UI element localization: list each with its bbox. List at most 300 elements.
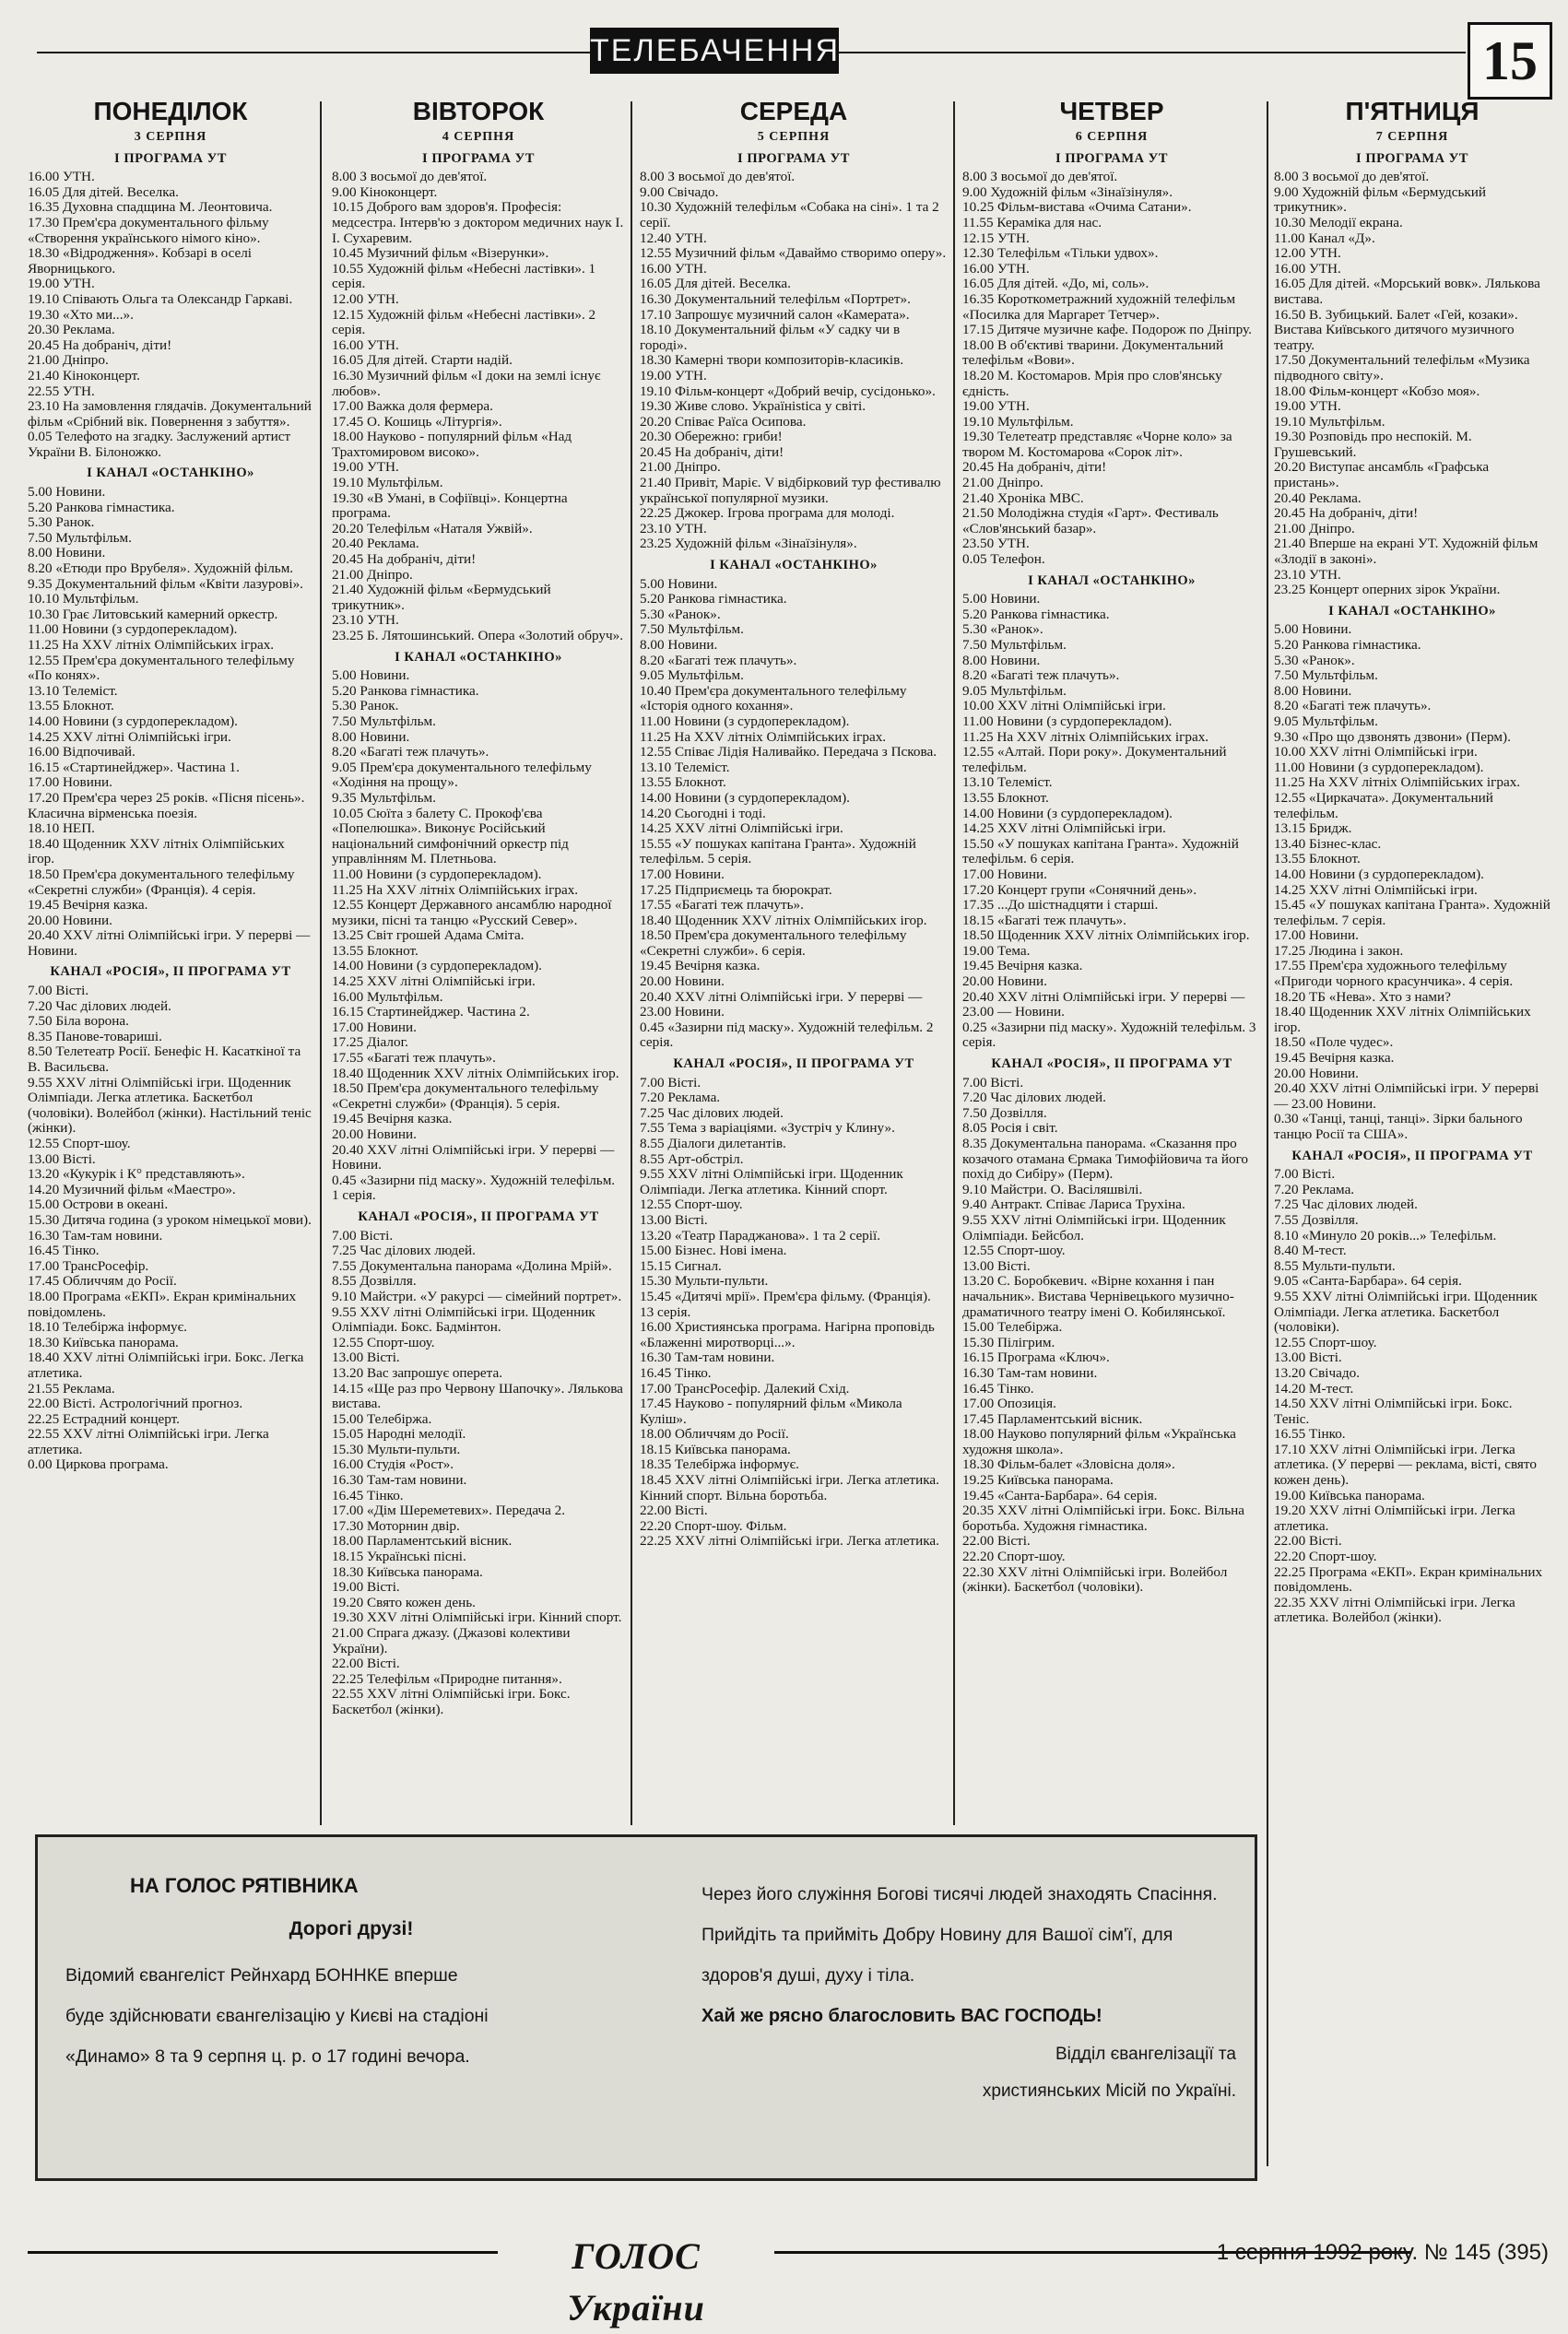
- schedule-item: 7.00 Вісті.: [1274, 1166, 1336, 1183]
- schedule-item: 10.15 Доброго вам здоров'я. Професія: медсестра. Інтерв'ю з доктором медичних наук І. І. Сухаревим.: [332, 199, 624, 246]
- schedule-item: 17.50 Документальний телефільм «Музика підводного світу».: [1274, 352, 1530, 383]
- schedule-item: 16.35 Короткометражний художній телефільм «Посилка для Маргарет Тетчер».: [962, 290, 1236, 323]
- schedule-item: 0.00 Циркова програма.: [28, 1456, 169, 1473]
- schedule-item: 18.15 Київська панорама.: [640, 1441, 791, 1457]
- schedule-item: 18.10 НЕП.: [28, 820, 95, 837]
- schedule-item: 14.25 XXV літні Олімпійські ігри.: [640, 820, 843, 837]
- schedule-item: 5.30 «Ранок».: [640, 606, 721, 622]
- schedule-item: 18.30 Київська панорама.: [28, 1334, 179, 1350]
- schedule-item: 7.00 Вісті.: [332, 1227, 394, 1244]
- schedule-item: 14.00 Новини (з сурдоперекладом).: [640, 789, 850, 806]
- schedule-item: 22.25 Естрадний концерт.: [28, 1410, 180, 1427]
- schedule-item: 20.40 XXV літні Олімпійські ігри. У перерві — 23.00 — Новини.: [962, 988, 1245, 1020]
- schedule-item: 16.30 Документальний телефільм «Портрет».: [640, 290, 911, 307]
- schedule-item: 19.30 «Хто ми...».: [28, 306, 134, 323]
- schedule-item: 21.40 Кіноконцерт.: [28, 367, 140, 383]
- schedule-item: 20.00 Новини.: [962, 973, 1047, 990]
- schedule-item: 14.25 XXV літні Олімпійські ігри.: [962, 820, 1166, 837]
- schedule-item: 9.55 XXV літні Олімпійські ігри. Щоденник Олімпіади. Бокс. Бадмінтон.: [332, 1303, 595, 1336]
- schedule-item: 19.30 «В Умані, в Софіївці». Концертна програма.: [332, 489, 568, 522]
- schedule-item: 15.00 Бізнес. Нові імена.: [640, 1243, 787, 1259]
- schedule-item: 22.55 УТН.: [28, 383, 95, 399]
- schedule-item: 18.30 Камерні твори композиторів-класиків.: [640, 352, 904, 369]
- schedule-item: 17.00 ТрансРосефір.: [28, 1257, 149, 1274]
- schedule-item: 20.00 Новини.: [28, 912, 112, 928]
- schedule-item: 23.25 Концерт оперних зірок України.: [1274, 582, 1501, 598]
- channel-heading: І ПРОГРАМА УТ: [1356, 150, 1468, 166]
- schedule-item: 12.00 УТН.: [332, 290, 399, 307]
- schedule-item: 18.35 Телебіржа інформує.: [640, 1456, 799, 1473]
- schedule-item: 18.45 XXV літні Олімпійські ігри. Легка атлетика. Кінний спорт. Вільна боротьба.: [640, 1472, 939, 1503]
- schedule-item: 18.10 Телебіржа інформує.: [28, 1319, 187, 1336]
- schedule-item: 11.00 Новини (з сурдоперекладом).: [962, 713, 1173, 729]
- schedule-item: 8.00 З восьмої до дев'ятої.: [962, 169, 1118, 185]
- schedule-item: 12.55 Спорт-шоу.: [962, 1243, 1066, 1259]
- schedule-item: 12.55 Спорт-шоу.: [332, 1334, 435, 1350]
- schedule-item: 5.30 «Ранок».: [962, 621, 1043, 638]
- channel-heading: КАНАЛ «РОСІЯ», ІІ ПРОГРАМА УТ: [50, 964, 291, 980]
- schedule-item: 14.25 XXV літні Олімпійські ігри.: [28, 728, 231, 745]
- schedule-item: 16.00 Мультфільм.: [332, 988, 443, 1005]
- schedule-item: 0.45 «Зазирни під маску». Художній телефільм. 1 серія.: [332, 1172, 616, 1204]
- schedule-item: 17.00 «Дім Шереметевих». Передача 2.: [332, 1503, 566, 1519]
- schedule-item: 10.25 Фільм-вистава «Очима Сатани».: [962, 199, 1192, 216]
- schedule-item: 5.30 Ранок.: [28, 514, 95, 531]
- schedule-item: 14.15 «Ще раз про Червону Шапочку». Лялькова вистава.: [332, 1380, 623, 1412]
- schedule-item: 22.55 XXV літні Олімпійські ігри. Бокс. Баскетбол (жінки).: [332, 1686, 571, 1717]
- schedule-item: 15.45 «У пошуках капітана Гранта». Художній телефільм. 7 серія.: [1274, 897, 1550, 928]
- schedule-item: 22.25 Телефільм «Природне питання».: [332, 1670, 562, 1687]
- schedule-item: 10.05 Сюїта з балету С. Прокоф'єва «Попелюшка». Виконує Російський національний симфонічний оркестр під управлінням М. Плетньова.: [332, 805, 569, 867]
- schedule-item: 9.55 XXV літні Олімпійські ігри. Щоденник Олімпіади. Легка атлетика. Баскетбол (чоловіки). Волейбол (жінки). Настільний теніс (жінки).: [28, 1074, 312, 1137]
- schedule-item: 15.15 Сигнал.: [640, 1257, 722, 1274]
- schedule-item: 16.05 Для дітей. Веселка.: [28, 183, 179, 200]
- schedule-item: 17.45 Обличчям до Росії.: [28, 1273, 177, 1290]
- schedule-item: 17.00 Новини.: [332, 1019, 417, 1035]
- schedule-item: 9.35 Документальний фільм «Квіти лазурові».: [28, 575, 303, 592]
- channel-heading: КАНАЛ «РОСІЯ», ІІ ПРОГРАМА УТ: [673, 1056, 914, 1072]
- schedule-item: 19.00 УТН.: [1274, 398, 1341, 415]
- schedule-item: 13.55 Блокнот.: [640, 774, 726, 791]
- schedule-item: 17.10 XXV літні Олімпійські ігри. Легка атлетика. (У перерві — реклама, вісті, свято кожен день).: [1274, 1441, 1537, 1489]
- schedule-item: 7.20 Реклама.: [1274, 1181, 1355, 1197]
- schedule-item: 18.40 Щоденник XXV літніх Олімпійських ігор.: [1274, 1004, 1531, 1035]
- schedule-item: 9.10 Майстри. О. Васіляшвілі.: [962, 1181, 1143, 1197]
- schedule-item: 21.40 Хроніка МВС.: [962, 489, 1084, 506]
- schedule-item: 19.45 Вечірня казка.: [640, 958, 760, 974]
- schedule-item: 9.00 Художній фільм «Зінаїзінуля».: [962, 183, 1173, 200]
- schedule-item: 13.20 С. Боробкевич. «Вірне кохання і пан начальник». Вистава Чернівецького музично-драматичного театру імені О. Кобилянської.: [962, 1273, 1234, 1320]
- schedule-item: 9.05 «Санта-Барбара». 64 серія.: [1274, 1273, 1462, 1290]
- schedule-item: 18.00 Програма «ЕКП». Екран кримінальних повідомлень.: [28, 1288, 297, 1320]
- schedule-item: 21.55 Реклама.: [28, 1380, 115, 1397]
- schedule-item: 22.00 Вісті.: [1274, 1533, 1342, 1550]
- schedule-item: 7.50 Мультфільм.: [332, 713, 436, 729]
- schedule-item: 21.50 Молодіжна студія «Гарт». Фестиваль «Слов'янський базар».: [962, 505, 1219, 536]
- ad-line: буде здійснювати євангелізацію у Києві на стадіоні: [65, 2006, 489, 2026]
- schedule-item: 19.45 Вечірня казка.: [1274, 1050, 1395, 1067]
- schedule-item: 11.00 Канал «Д».: [1274, 230, 1375, 246]
- schedule-item: 7.00 Вісті.: [640, 1074, 701, 1090]
- schedule-item: 16.30 Там-там новини.: [28, 1227, 163, 1244]
- schedule-item: 20.40 XXV літні Олімпійські ігри. У перерві — 23.00 Новини.: [640, 988, 923, 1020]
- schedule-item: 15.30 Мульти-пульти.: [640, 1273, 769, 1290]
- schedule-item: 9.00 Свічадо.: [640, 183, 719, 200]
- schedule-item: 8.00 Новини.: [962, 652, 1041, 668]
- schedule-item: 14.20 М-тест.: [1274, 1380, 1354, 1397]
- schedule-item: 16.55 Тінко.: [1274, 1426, 1346, 1443]
- schedule-item: 8.35 Документальна панорама. «Сказання про козачого отамана Єрмака Тимофійовича та його похід до Сибіру» (Перм).: [962, 1136, 1249, 1183]
- schedule-item: 18.40 Щоденник XXV літніх Олімпійських ігор.: [28, 835, 285, 867]
- ad-line: Відомий євангеліст Рейнхард БОННКЕ вперше: [65, 1965, 458, 1986]
- schedule-item: 20.40 XXV літні Олімпійські ігри. У перерві — Новини.: [332, 1141, 615, 1173]
- schedule-item: 22.25 Джокер. Ігрова програма для молоді.: [640, 505, 895, 522]
- schedule-item: 8.00 З восьмої до дев'ятої.: [332, 169, 488, 185]
- schedule-item: 9.10 Майстри. «У ракурсі — сімейний портрет».: [332, 1288, 622, 1304]
- schedule-item: 13.20 «Театр Параджанова». 1 та 2 серії.: [640, 1227, 881, 1244]
- schedule-item: 12.15 УТН.: [962, 230, 1030, 246]
- schedule-item: 17.00 Новини.: [962, 866, 1047, 882]
- schedule-item: 17.30 Прем'єра документального фільму «Створення українського німого кіно».: [28, 214, 269, 246]
- schedule-item: 19.00 УТН.: [28, 276, 95, 292]
- schedule-item: 7.50 Мультфільм.: [28, 529, 132, 546]
- schedule-item: 7.00 Вісті.: [28, 983, 89, 999]
- schedule-item: 8.55 Арт-обстріл.: [640, 1150, 744, 1167]
- schedule-item: 18.50 Прем'єра документального телефільму «Секретні служби» (Франція). 5 серія.: [332, 1080, 599, 1112]
- schedule-item: 8.20 «Етюди про Врубеля». Художній фільм.: [28, 560, 294, 577]
- schedule-item: 12.55 Співає Лідія Наливайко. Передача з Пскова.: [640, 744, 937, 760]
- schedule-item: 17.20 Прем'єра через 25 років. «Пісня пісень». Класична вірменська поезія.: [28, 789, 305, 821]
- day-heading: СЕРЕДА: [739, 97, 848, 125]
- schedule-item: 0.30 «Танці, танці, танці». Зірки бального танцю Росії та США».: [1274, 1111, 1523, 1142]
- schedule-item: 19.10 Фільм-концерт «Добрий вечір, сусідонько».: [640, 383, 936, 399]
- schedule-item: 14.20 Сьогодні і тоді.: [640, 805, 766, 821]
- schedule-item: 12.55 Спорт-шоу.: [1274, 1334, 1377, 1350]
- newspaper-logo: ГОЛОС України: [498, 2231, 774, 2282]
- schedule-item: 12.55 Концерт Державного ансамблю народної музики, пісні та танцю «Русский Север».: [332, 897, 612, 928]
- schedule-item: 18.30 «Відродження». Кобзарі в оселі Яворницького.: [28, 245, 253, 277]
- schedule-item: 9.30 «Про що дзвонять дзвони» (Перм).: [1274, 728, 1511, 745]
- schedule-item: 20.00 Новини.: [640, 973, 725, 990]
- schedule-item: 10.00 XXV літні Олімпійські ігри.: [962, 698, 1166, 714]
- schedule-item: 7.20 Реклама.: [640, 1090, 721, 1106]
- column-divider: [631, 101, 632, 1825]
- schedule-item: 17.35 ...До шістнадцяти і старші.: [962, 897, 1159, 914]
- ad-right-column: [701, 1874, 1236, 2110]
- schedule-item: 16.00 Студія «Рост».: [332, 1456, 454, 1473]
- schedule-item: 17.10 Запрошує музичний салон «Камерата».: [640, 306, 910, 323]
- schedule-item: 16.30 Музичний фільм «І доки на землі існує любов».: [332, 367, 601, 399]
- schedule-item: 9.05 Мультфільм.: [962, 682, 1067, 699]
- schedule-item: 11.00 Новини (з сурдоперекладом).: [640, 713, 850, 729]
- schedule-item: 13.00 Вісті.: [332, 1350, 400, 1366]
- schedule-item: 18.50 «Поле чудес».: [1274, 1034, 1394, 1051]
- schedule-item: 13.20 «Кукурік і К° представляють».: [28, 1166, 245, 1183]
- schedule-item: 5.00 Новини.: [332, 667, 410, 684]
- schedule-item: 13.55 Блокнот.: [28, 698, 114, 714]
- schedule-item: 11.25 На XXV літніх Олімпійських іграх.: [28, 637, 275, 653]
- channel-heading: І ПРОГРАМА УТ: [1055, 150, 1168, 166]
- schedule-item: 14.25 XXV літні Олімпійські ігри.: [332, 973, 536, 990]
- schedule-item: 8.55 Дозвілля.: [332, 1273, 417, 1290]
- schedule-item: 5.20 Ранкова гімнастика.: [28, 499, 175, 515]
- day-column: [640, 97, 948, 1550]
- schedule-item: 13.20 Вас запрошує оперета.: [332, 1364, 502, 1381]
- schedule-item: 23.10 УТН.: [332, 612, 399, 629]
- schedule-item: 21.00 Спрага джазу. (Джазові колективи України).: [332, 1625, 571, 1656]
- schedule-item: 18.15 «Багаті теж плачуть».: [962, 912, 1126, 928]
- schedule-item: 7.50 Біла ворона.: [28, 1013, 129, 1030]
- schedule-item: 22.00 Вісті.: [332, 1656, 400, 1672]
- schedule-item: 13.10 Телеміст.: [640, 759, 730, 775]
- schedule-item: 14.00 Новини (з сурдоперекладом).: [28, 713, 238, 729]
- schedule-item: 16.00 УТН.: [640, 260, 707, 277]
- schedule-item: 19.00 УТН.: [640, 367, 707, 383]
- schedule-item: 19.20 XXV літні Олімпійські ігри. Легка атлетика.: [1274, 1503, 1515, 1534]
- schedule-item: 5.30 «Ранок».: [1274, 652, 1355, 668]
- day-date: 4 СЕРПНЯ: [442, 130, 515, 144]
- schedule-item: 15.30 Мульти-пульти.: [332, 1441, 461, 1457]
- schedule-item: 7.25 Час ділових людей.: [332, 1243, 476, 1259]
- schedule-item: 16.00 УТН.: [962, 260, 1030, 277]
- schedule-item: 15.30 Пілігрим.: [962, 1334, 1055, 1350]
- day-date: 7 СЕРПНЯ: [1375, 130, 1449, 144]
- schedule-item: 0.45 «Зазирни під маску». Художній телефільм. 2 серія.: [640, 1019, 934, 1051]
- schedule-item: 8.00 З восьмої до дев'ятої.: [1274, 169, 1430, 185]
- day-column: [1274, 97, 1550, 1626]
- schedule-item: 23.10 УТН.: [640, 520, 707, 536]
- schedule-item: 20.20 Співає Раїса Осипова.: [640, 413, 807, 430]
- schedule-item: 16.15 Стартинейджер. Частина 2.: [332, 1004, 530, 1020]
- channel-heading: І КАНАЛ «ОСТАНКІНО»: [87, 466, 254, 481]
- schedule-item: 9.55 XXV літні Олімпійські ігри. Щоденник Олімпіади. Легка атлетика. Кінний спорт.: [640, 1166, 903, 1197]
- schedule-item: 17.00 Новини.: [28, 774, 112, 791]
- schedule-item: 5.30 Ранок.: [332, 698, 399, 714]
- schedule-item: 16.05 Для дітей. Веселка.: [640, 276, 791, 292]
- schedule-item: 9.05 Мультфільм.: [640, 667, 744, 684]
- schedule-item: 19.00 УТН.: [332, 459, 399, 476]
- schedule-item: 7.20 Час ділових людей.: [962, 1090, 1106, 1106]
- schedule-item: 8.50 Телетеатр Росії. Бенефіс Н. Касаткіної та В. Васильєва.: [28, 1043, 301, 1076]
- schedule-item: 18.15 Українські пісні.: [332, 1549, 466, 1565]
- schedule-item: 16.45 Тінко.: [640, 1364, 712, 1381]
- schedule-item: 13.00 Вісті.: [962, 1257, 1031, 1274]
- day-heading: ПОНЕДІЛОК: [93, 97, 248, 125]
- schedule-item: 20.20 Телефільм «Наталя Ужвій».: [332, 520, 533, 536]
- schedule-item: 17.55 Прем'єра художнього телефільму «Пригоди чорного красунчика». 4 серія.: [1274, 958, 1514, 990]
- schedule-item: 16.15 Програма «Ключ».: [962, 1350, 1110, 1366]
- schedule-item: 23.25 Б. Лятошинський. Опера «Золотий обруч».: [332, 628, 624, 643]
- schedule-item: 17.00 Важка доля фермера.: [332, 398, 493, 415]
- schedule-item: 11.25 На XXV літніх Олімпійських іграх.: [1274, 774, 1521, 791]
- schedule-item: 10.40 Прем'єра документального телефільму «Історія одного кохання».: [640, 682, 907, 714]
- schedule-item: 8.35 Панове-товариші.: [28, 1028, 162, 1044]
- schedule-item: 7.55 Дозвілля.: [1274, 1211, 1359, 1228]
- schedule-item: 18.30 Київська панорама.: [332, 1563, 483, 1580]
- schedule-item: 21.00 Дніпро.: [28, 352, 109, 369]
- schedule-item: 22.00 Вісті.: [962, 1533, 1031, 1550]
- schedule-item: 5.20 Ранкова гімнастика.: [1274, 637, 1421, 653]
- ad-line: Через його служіння Богові тисячі людей знаходять Спасіння.: [701, 1884, 1218, 1904]
- ad-title: НА ГОЛОС РЯТІВНИКА: [130, 1874, 359, 1897]
- schedule-item: 20.45 На добраніч, діти!: [962, 459, 1107, 476]
- column-divider: [1267, 101, 1268, 2166]
- schedule-item: 20.00 Новини.: [332, 1126, 417, 1142]
- channel-heading: І КАНАЛ «ОСТАНКІНО»: [1028, 572, 1196, 588]
- schedule-item: 23.25 Художній фільм «Зінаїзінуля».: [640, 536, 857, 552]
- schedule-item: 20.45 На добраніч, діти!: [332, 551, 477, 568]
- channel-heading: І КАНАЛ «ОСТАНКІНО»: [395, 649, 562, 665]
- schedule-item: 22.20 Спорт-шоу. Фільм.: [640, 1517, 787, 1534]
- schedule-item: 22.20 Спорт-шоу.: [1274, 1549, 1377, 1565]
- schedule-item: 16.00 УТН.: [28, 169, 95, 185]
- ad-left-column: [65, 1874, 637, 2077]
- schedule-item: 22.30 XXV літні Олімпійські ігри. Волейбол (жінки). Баскетбол (чоловіки).: [962, 1563, 1228, 1596]
- schedule-item: 20.40 Реклама.: [1274, 489, 1362, 506]
- schedule-item: 16.00 УТН.: [332, 336, 399, 353]
- schedule-item: 16.00 УТН.: [1274, 260, 1341, 277]
- schedule-item: 17.20 Концерт групи «Сонячний день».: [962, 881, 1197, 898]
- schedule-item: 19.10 Мультфільм.: [1274, 413, 1385, 430]
- schedule-item: 15.05 Народні мелодії.: [332, 1426, 466, 1443]
- schedule-item: 17.30 Моторнин двір.: [332, 1517, 460, 1534]
- day-heading: П'ЯТНИЦЯ: [1345, 97, 1480, 125]
- schedule-item: 18.40 Щоденник XXV літніх Олімпійських ігор.: [640, 912, 927, 928]
- schedule-item: 23.10 УТН.: [1274, 566, 1341, 583]
- channel-heading: І ПРОГРАМА УТ: [737, 150, 850, 166]
- schedule-item: 17.45 Парламентський вісник.: [962, 1410, 1143, 1427]
- schedule-item: 13.20 Свічадо.: [1274, 1364, 1360, 1381]
- schedule-item: 15.30 Дитяча година (з уроком німецької мови).: [28, 1211, 312, 1228]
- schedule-item: 0.05 Телефон.: [962, 551, 1045, 568]
- schedule-item: 19.45 «Санта-Барбара». 64 серія.: [962, 1487, 1158, 1503]
- schedule-item: 13.40 Бізнес-клас.: [1274, 835, 1382, 852]
- channel-heading: КАНАЛ «РОСІЯ», ІІ ПРОГРАМА УТ: [991, 1056, 1232, 1072]
- schedule-item: 17.25 Підприємець та бюрократ.: [640, 881, 832, 898]
- schedule-item: 17.55 «Багаті теж плачуть».: [332, 1050, 496, 1067]
- schedule-item: 13.25 Світ грошей Адама Сміта.: [332, 927, 525, 944]
- schedule-item: 21.00 Дніпро.: [1274, 520, 1355, 536]
- schedule-item: 16.00 Християнська програма. Нагірна проповідь «Блаженні миротворці...».: [640, 1319, 935, 1350]
- schedule-item: 7.55 Документальна панорама «Долина Мрій».: [332, 1257, 612, 1274]
- schedule-item: 7.50 Мультфільм.: [640, 621, 744, 638]
- schedule-item: 9.05 Прем'єра документального телефільму «Ходіння на прощу».: [332, 759, 592, 791]
- schedule-item: 10.00 XXV літні Олімпійські ігри.: [1274, 744, 1478, 760]
- section-title: ТЕЛЕБАЧЕННЯ: [590, 28, 839, 74]
- schedule-item: 8.00 Новини.: [1274, 682, 1352, 699]
- column-divider: [320, 101, 322, 1825]
- schedule-item: 14.50 XXV літні Олімпійські ігри. Бокс. Теніс.: [1274, 1396, 1513, 1427]
- schedule-item: 18.50 Прем'єра документального телефільму «Секретні служби». 6 серія.: [640, 927, 907, 959]
- schedule-item: 8.20 «Багаті теж плачуть».: [640, 652, 797, 668]
- schedule-item: 18.00 Обличчям до Росії.: [640, 1426, 789, 1443]
- schedule-item: 21.00 Дніпро.: [962, 475, 1043, 491]
- schedule-item: 7.25 Час ділових людей.: [1274, 1196, 1418, 1213]
- schedule-item: 20.30 Обережно: гриби!: [640, 429, 783, 445]
- schedule-item: 16.05 Для дітей. «Морський вовк». Лялькова вистава.: [1274, 276, 1540, 307]
- schedule-item: 12.55 Прем'єра документального телефільму «По конях».: [28, 652, 295, 684]
- schedule-item: 20.40 XXV літні Олімпійські ігри. У перерві — Новини.: [28, 927, 311, 959]
- schedule-item: 17.25 Людина і закон.: [1274, 942, 1404, 959]
- schedule-item: 5.00 Новини.: [1274, 621, 1352, 638]
- advertisement-box: [35, 1834, 1257, 2181]
- schedule-item: 22.25 Програма «ЕКП». Екран кримінальних повідомлень.: [1274, 1563, 1543, 1596]
- channel-heading: І ПРОГРАМА УТ: [422, 150, 535, 166]
- schedule-item: 16.15 «Стартинейджер». Частина 1.: [28, 759, 240, 775]
- schedule-item: 20.45 На добраніч, діти!: [640, 443, 784, 460]
- schedule-item: 9.40 Антракт. Співає Лариса Трухіна.: [962, 1196, 1185, 1213]
- schedule-item: 13.55 Блокнот.: [962, 789, 1049, 806]
- schedule-item: 17.00 Новини.: [640, 866, 725, 882]
- channel-heading: І КАНАЛ «ОСТАНКІНО»: [1328, 603, 1496, 619]
- schedule-item: 12.00 УТН.: [1274, 245, 1341, 262]
- schedule-item: 17.25 Діалог.: [332, 1034, 408, 1051]
- day-heading: ЧЕТВЕР: [1059, 97, 1164, 125]
- schedule-item: 20.35 XXV літні Олімпійські ігри. Бокс. Вільна боротьба. Художня гімнастика.: [962, 1503, 1245, 1534]
- schedule-item: 18.40 XXV літні Олімпійські ігри. Бокс. Легка атлетика.: [28, 1350, 304, 1381]
- schedule-item: 19.00 Тема.: [962, 942, 1031, 959]
- schedule-item: 7.50 Мультфільм.: [962, 637, 1067, 653]
- channel-heading: КАНАЛ «РОСІЯ», ІІ ПРОГРАМА УТ: [358, 1208, 599, 1224]
- schedule-item: 12.55 «Алтай. Пори року». Документальний телефільм.: [962, 744, 1227, 775]
- schedule-item: 19.45 Вечірня казка.: [28, 897, 148, 914]
- schedule-item: 8.20 «Багаті теж плачуть».: [962, 667, 1120, 684]
- day-date: 6 СЕРПНЯ: [1075, 130, 1149, 144]
- schedule-item: 12.55 «Циркачата». Документальний телефільм.: [1274, 789, 1493, 821]
- schedule-item: 13.10 Телеміст.: [28, 682, 118, 699]
- schedule-item: 10.10 Мультфільм.: [28, 591, 139, 607]
- schedule-item: 22.00 Вісті. Астрологічний прогноз.: [28, 1396, 243, 1412]
- schedule-item: 14.00 Новини (з сурдоперекладом).: [962, 805, 1173, 821]
- schedule-item: 13.55 Блокнот.: [1274, 851, 1361, 867]
- schedule-item: 19.00 УТН.: [962, 398, 1030, 415]
- schedule-item: 9.00 Художній фільм «Бермудський трикутник».: [1274, 183, 1487, 216]
- schedule-item: 8.40 М-тест.: [1274, 1243, 1347, 1259]
- schedule-item: 9.55 XXV літні Олімпійські ігри. Щоденник Олімпіади. Бейсбол.: [962, 1211, 1226, 1244]
- schedule-item: 8.10 «Минуло 20 років...» Телефільм.: [1274, 1227, 1497, 1244]
- schedule-item: 16.45 Тінко.: [962, 1380, 1034, 1397]
- channel-heading: І ПРОГРАМА УТ: [114, 150, 227, 166]
- schedule-item: 8.20 «Багаті теж плачуть».: [1274, 698, 1432, 714]
- schedule-item: 0.25 «Зазирни під маску». Художній телефільм. 3 серія.: [962, 1019, 1256, 1051]
- schedule-item: 19.45 Вечірня казка.: [962, 958, 1083, 974]
- schedule-item: 10.45 Музичний фільм «Візерунки».: [332, 245, 549, 262]
- schedule-item: 11.00 Новини (з сурдоперекладом).: [28, 621, 238, 638]
- schedule-item: 22.25 XXV літні Олімпійські ігри. Легка атлетика.: [640, 1533, 939, 1550]
- schedule-item: 20.30 Реклама.: [28, 322, 115, 338]
- schedule-item: 5.00 Новини.: [28, 484, 106, 501]
- schedule-item: 5.20 Ранкова гімнастика.: [332, 682, 479, 699]
- schedule-item: 8.05 Росія і світ.: [962, 1120, 1058, 1137]
- schedule-item: 16.05 Для дітей. Старти надій.: [332, 352, 513, 369]
- schedule-item: 7.50 Дозвілля.: [962, 1104, 1047, 1121]
- schedule-item: 19.20 Свято кожен день.: [332, 1594, 476, 1610]
- schedule-item: 20.45 На добраніч, діти!: [28, 336, 172, 353]
- schedule-item: 12.55 Музичний фільм «Даваймо створимо оперу».: [640, 245, 947, 262]
- schedule-item: 15.50 «У пошуках капітана Гранта». Художній телефільм. 6 серія.: [962, 835, 1239, 867]
- schedule-item: 11.55 Кераміка для нас.: [962, 214, 1102, 230]
- schedule-item: 17.00 Новини.: [1274, 927, 1359, 944]
- schedule-item: 11.25 На XXV літніх Олімпійських іграх.: [640, 728, 887, 745]
- schedule-item: 15.55 «У пошуках капітана Гранта». Художній телефільм. 5 серія.: [640, 835, 916, 867]
- schedule-item: 21.00 Дніпро.: [332, 566, 413, 583]
- schedule-item: 19.30 Живе слово. Українistica у світі.: [640, 398, 866, 415]
- schedule-item: 5.00 Новини.: [640, 575, 718, 592]
- day-column: [332, 97, 625, 1718]
- schedule-item: 7.20 Час ділових людей.: [28, 997, 171, 1014]
- schedule-item: 11.25 На XXV літніх Олімпійських іграх.: [332, 881, 579, 898]
- day-column: [28, 97, 313, 1473]
